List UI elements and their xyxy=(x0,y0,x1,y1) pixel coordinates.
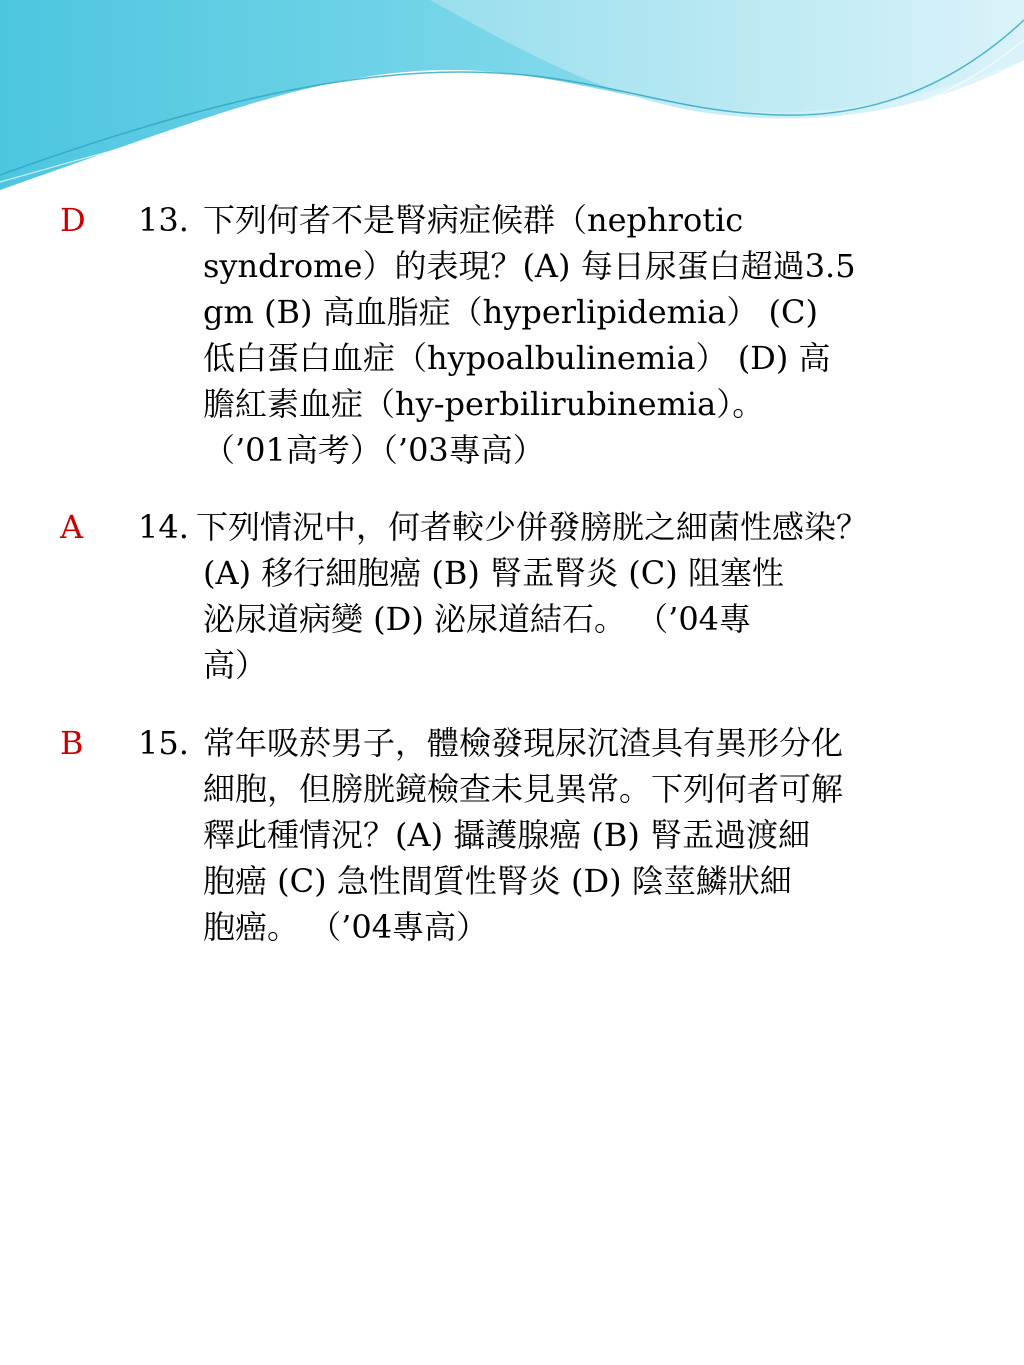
question-line: 釋此種情況？(A) 攝護腺癌 (B) 腎盂過渡細 xyxy=(203,816,811,854)
answer-key: B xyxy=(60,724,84,762)
question-line: 細胞，但膀胱鏡檢查未見異常。下列何者可解 xyxy=(203,770,844,808)
question-line: 高） xyxy=(203,646,268,684)
question-text xyxy=(203,720,973,950)
question-line: (A) 移行細胞癌 (B) 腎盂腎炎 (C) 阻塞性 xyxy=(203,554,784,592)
question-line: 常年吸菸男子，體檢發現尿沉渣具有異形分化 xyxy=(203,724,844,762)
question-line: 胞癌 (C) 急性間質性腎炎 (D) 陰莖鱗狀細 xyxy=(203,862,792,900)
question-line: 下列何者不是腎病症候群（nephrotic xyxy=(203,201,744,239)
question-line: （’01高考）（’03專高） xyxy=(203,431,545,469)
question-number: 14. xyxy=(138,508,189,546)
question-number: 13. xyxy=(138,201,189,239)
question-line: 低白蛋白血症（hypoalbulinemia） (D) 高 xyxy=(203,339,831,377)
question-line: syndrome）的表現？(A) 每日尿蛋白超過3.5 xyxy=(203,247,856,285)
question-line: 膽紅素血症（hy-perbilirubinemia）。 xyxy=(203,385,765,423)
question-text xyxy=(203,197,973,473)
question-line: 泌尿道病變 (D) 泌尿道結石。 （’04專 xyxy=(203,600,752,638)
question-text xyxy=(196,504,966,688)
answer-key: D xyxy=(60,201,86,239)
question-number: 15. xyxy=(138,724,189,762)
question-line: 下列情況中，何者較少併發膀胱之細菌性感染？ xyxy=(196,508,869,546)
question-line: 胞癌。 （’04專高） xyxy=(203,908,489,946)
answer-key: A xyxy=(60,508,84,546)
question-line: gm (B) 高血脂症（hyperlipidemia） (C) xyxy=(203,293,818,331)
decorative-wave-header xyxy=(0,0,1024,200)
